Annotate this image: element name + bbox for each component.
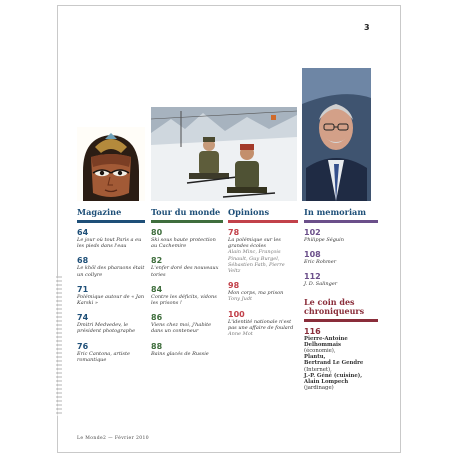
entry-page-number: 64	[77, 228, 89, 237]
toc-entry[interactable]	[151, 285, 223, 306]
entry-page-number: 84	[151, 284, 163, 294]
entry-title: Le jour où tout Paris a eu les pieds dans l'eau	[77, 237, 142, 250]
entry-page-number: 88	[151, 341, 163, 351]
toc-entry[interactable]	[151, 342, 223, 357]
entry-title: Eric Cantona, artiste romantique	[77, 350, 130, 363]
entry-title: Ski sous haute protection au Cachemire	[151, 237, 216, 250]
toc-entry[interactable]	[77, 228, 145, 249]
chroniqueur-line: Delhommais	[304, 341, 341, 348]
chroniqueur-line: (économie),	[304, 348, 336, 355]
entry-title: Eric Rohmer	[304, 259, 337, 266]
toc-entry[interactable]	[304, 272, 378, 287]
memoriam-rule	[304, 220, 378, 223]
egyptian-mask-image	[77, 127, 145, 201]
portrait-image	[302, 68, 371, 201]
magazine-column	[77, 207, 145, 370]
toc-entry[interactable]	[304, 250, 378, 265]
entry-page-number: 80	[151, 228, 163, 237]
entry-authors: Alain Minc, François Pinault, Guy Burgel, Sébastien Fath, Pierre Veltz	[228, 249, 285, 275]
entry-title: Polémique autour de « Jan Karski »	[77, 293, 145, 307]
entry-page-number: 100	[228, 309, 245, 319]
entry-page-number: 82	[151, 256, 163, 266]
entry-title: Le khôl des pharaons était un collyre	[77, 265, 145, 278]
entry-title: Mon corps, ma prison	[228, 290, 284, 297]
entry-page-number: 86	[151, 313, 163, 323]
section-heading-tour-du-monde: Tour du monde	[151, 207, 221, 217]
entry-authors: Tony Judt	[228, 296, 253, 303]
entry-title: La polémique sur les grandes écoles	[228, 237, 281, 250]
entry-page-number: 98	[228, 281, 240, 291]
magazine-page	[57, 5, 401, 453]
toc-entry[interactable]	[77, 256, 145, 277]
toc-entry[interactable]	[304, 228, 378, 243]
toc-entry[interactable]	[228, 310, 298, 338]
entry-page-number: 116	[304, 326, 321, 336]
entry-title: Bains glacés de Russie	[151, 350, 209, 357]
toc-entry[interactable]	[228, 228, 298, 274]
tour-du-monde-column	[151, 207, 223, 364]
section-heading-magazine: Magazine	[77, 207, 122, 217]
entry-page-number: 71	[77, 284, 89, 294]
toc-entry[interactable]	[77, 285, 145, 306]
page-spine	[56, 276, 62, 416]
entry-page-number: 78	[228, 228, 240, 237]
entry-page-number: 74	[77, 313, 89, 323]
page-number: 3	[364, 23, 370, 32]
chroniqueurs-rule	[304, 319, 378, 322]
magazine-rule	[77, 220, 145, 223]
chroniqueur-line: (Internet),	[304, 366, 332, 373]
chroniqueurs-heading	[304, 298, 378, 316]
toc-entry[interactable]	[304, 327, 378, 392]
entry-page-number: 112	[304, 272, 321, 282]
section-heading-in-memoriam: In memoriam	[304, 207, 367, 217]
opinions-rule	[228, 220, 298, 223]
chroniqueur-line: Plantu,	[304, 354, 326, 361]
in-memoriam-column	[304, 207, 378, 398]
chroniqueur-line: Pierre-Antoine	[304, 335, 348, 342]
section-heading-opinions: Opinions	[228, 207, 270, 217]
soldiers-skiing-image	[151, 107, 297, 201]
chroniqueur-line: (jardinage)	[304, 385, 334, 392]
entry-title: L'identité nationale n'est pas une affaire de foulard	[228, 318, 294, 331]
entry-page-number: 76	[77, 341, 89, 351]
toc-entry[interactable]	[151, 256, 223, 277]
toc-entry[interactable]	[151, 228, 223, 249]
chroniqueurs-heading-line: chroniqueurs	[304, 305, 365, 316]
entry-page-number: 102	[304, 228, 321, 237]
chroniqueurs-heading-line: Le coin des	[304, 296, 355, 307]
toc-entry[interactable]	[151, 313, 223, 334]
tour-rule	[151, 220, 223, 223]
entry-title: J. D. Salinger	[304, 281, 338, 288]
entry-page-number: 68	[77, 256, 89, 266]
chroniqueur-line: Alain Lompech	[304, 379, 349, 386]
entry-title: Philippe Séguin	[304, 237, 344, 243]
entry-title: Dmitri Medvedev, le président photographe	[77, 322, 136, 335]
entry-authors: Anne Mot	[228, 331, 253, 338]
opinions-column	[228, 207, 298, 344]
toc-entry[interactable]	[77, 342, 145, 363]
entry-title: Viens chez moi, j'habite dans un conteneur	[151, 322, 212, 335]
chroniqueur-line: J.-P. Géné (cuisine),	[304, 372, 363, 379]
toc-entry[interactable]	[77, 313, 145, 334]
entry-title: L'enfer doré des nouveaux tories	[151, 265, 219, 278]
entry-page-number: 108	[304, 250, 321, 260]
toc-entry[interactable]	[228, 281, 298, 302]
page-footer: Le Monde2 — Février 2010	[77, 436, 150, 441]
entry-title: Contre les déficits, vidons les prisons !	[151, 293, 217, 307]
chroniqueur-line: Bertrand Le Gendre	[304, 360, 364, 367]
